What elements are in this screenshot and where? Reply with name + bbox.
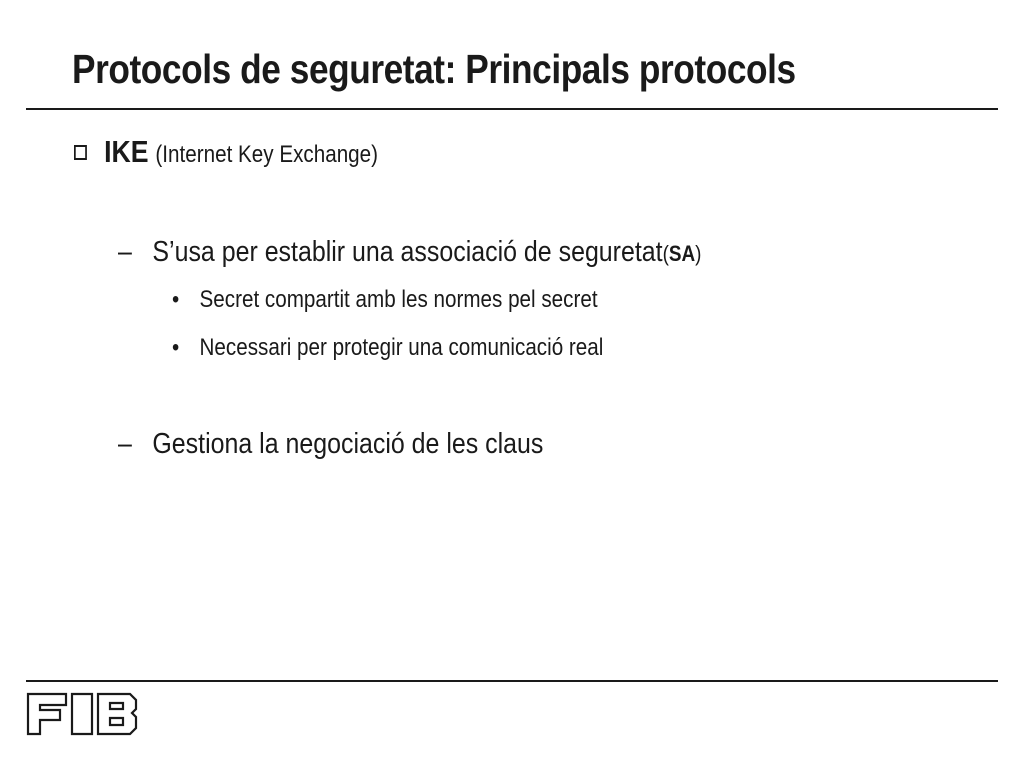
dot-bullet: • (172, 286, 180, 313)
point-1 (118, 236, 701, 269)
slide-title: Protocols de seguretat: Principals protocols (72, 46, 796, 92)
topic-name: IKE (104, 134, 149, 169)
subpoint-1-text: Secret compartit amb les normes pel secret (199, 286, 598, 313)
point-1-text: S’usa per establir una associació de seguretat (152, 236, 663, 268)
square-bullet-icon (74, 145, 87, 160)
point-2-text: Gestiona la negociació de les claus (152, 428, 544, 460)
footer-divider (26, 680, 998, 682)
topic-expansion: (Internet Key Exchange) (155, 141, 379, 168)
topic-bullet (74, 134, 378, 170)
dash-bullet: – (118, 428, 132, 460)
point-1-acronym: SA (668, 241, 696, 266)
point-1-close-paren: ) (695, 241, 702, 266)
dot-bullet: • (172, 334, 180, 361)
dash-bullet: – (118, 236, 132, 268)
title-divider (26, 108, 998, 110)
point-1-open-paren: ( (662, 241, 669, 266)
point-2 (118, 428, 543, 461)
subpoint-2 (172, 334, 603, 362)
subpoint-1 (172, 286, 598, 314)
subpoint-2-text: Necessari per protegir una comunicació real (199, 334, 604, 361)
fib-logo-icon (26, 692, 138, 736)
